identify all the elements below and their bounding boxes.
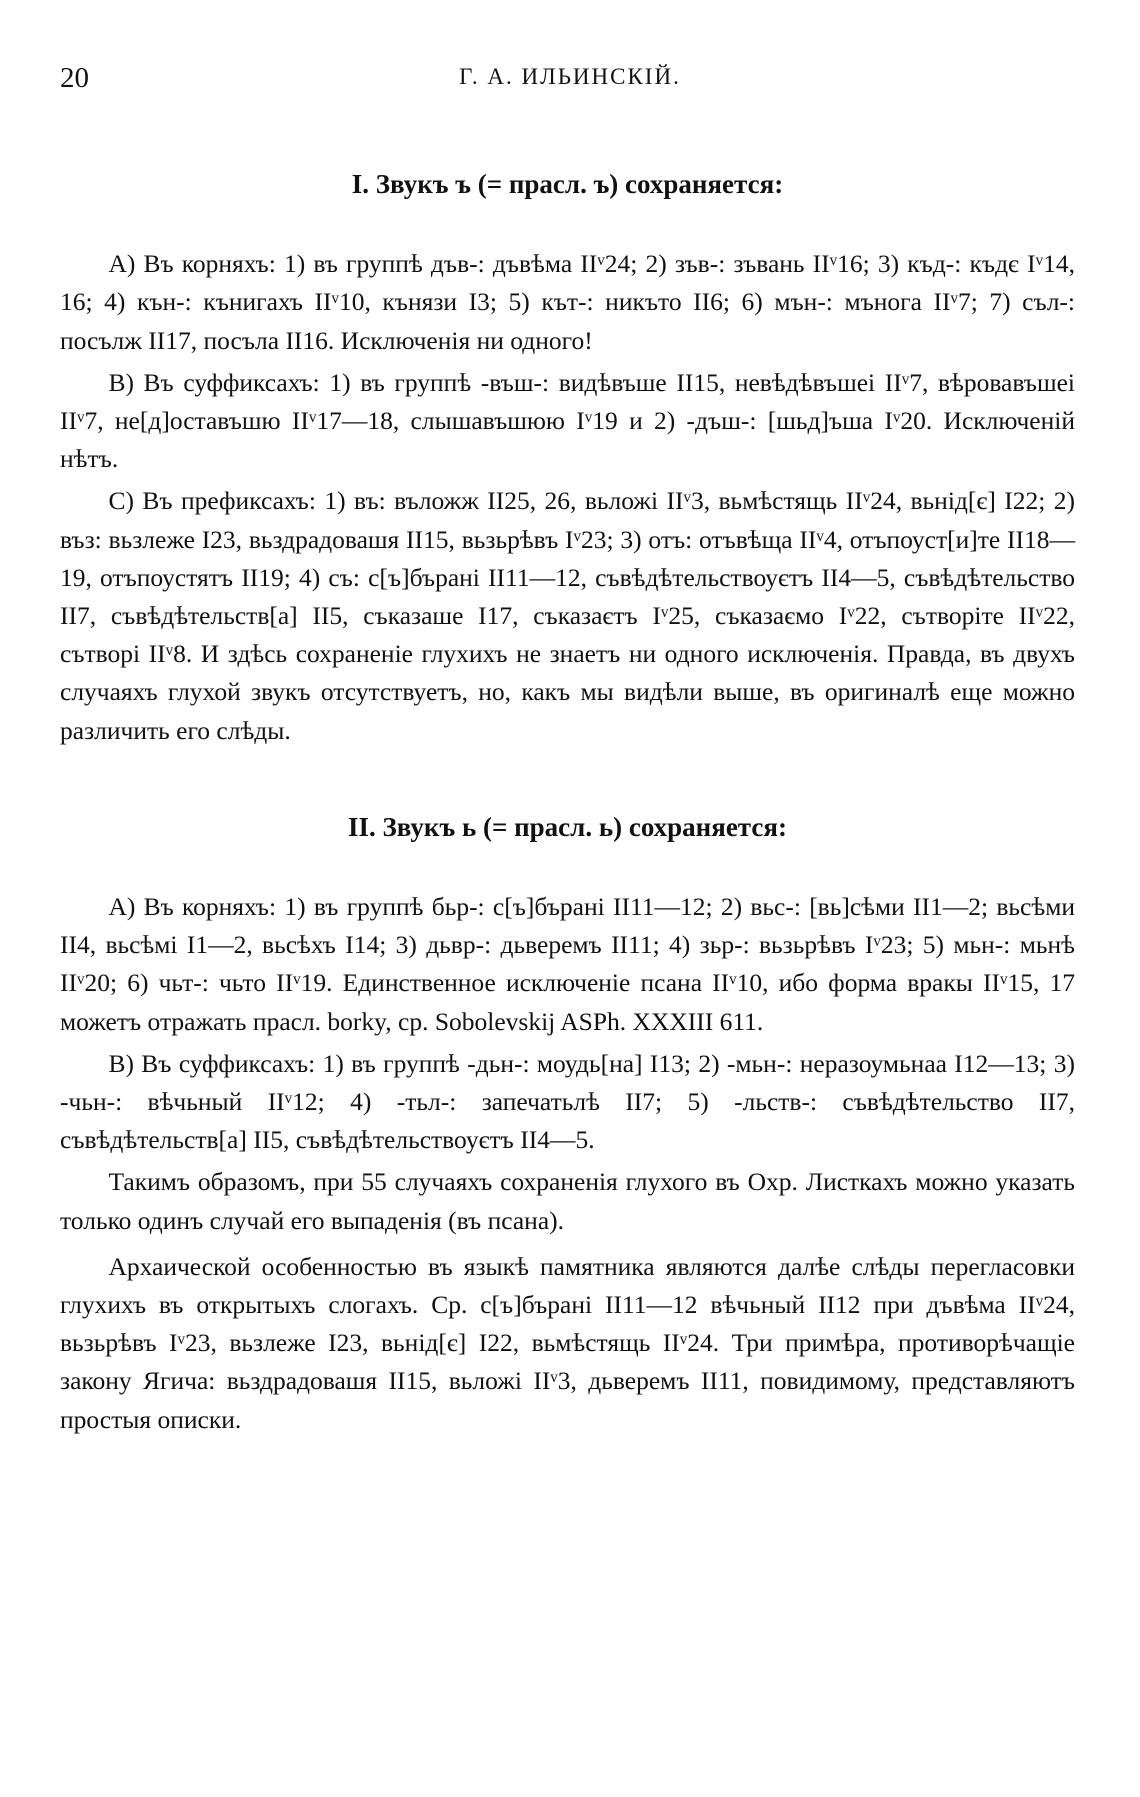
page-number: 20 [60, 62, 89, 94]
page-body [60, 165, 1075, 1443]
paragraph-archaic: Архаической особенностью въ языкѣ памятника являются далѣе слѣды перегласовки глухихъ въ открытыхъ слогахъ. Ср. с[ъ]бърані II11—12 вѣчьный II12 при дъвѣма IIᵛ24, вьзьрѣвъ Iᵛ23, вьзлеже I23, вьнід[є] I22, вьмѣстящь IIᵛ24. Три примѣра, противорѣчащіе закону Ягича: вьздрадовашя II15, вьложі IIᵛ3, дьверемъ II11, повидимому, представляютъ простыя описки. [60, 1251, 1075, 1434]
section-heading-2: II. Звукъ ь (= прасл. ь) сохраняется: [347, 811, 787, 842]
paragraph-1-suffixes: В) Въ суффиксахъ: 1) въ группѣ -въш-: видѣвъше II15, невѣдѣвъшеі IIᵛ7, вѣровавъшеі IIᵛ7, не[д]оставъшю IIᵛ17—18, слышавъшюю Iᵛ19 и 2) -дъш-: [шьд]ъша Iᵛ20. Исключеній нѣтъ. [60, 367, 1075, 474]
paragraph-summary: Такимъ образомъ, при 55 случаяхъ сохраненія глухого въ Охр. Листкахъ можно указать только одинъ случай его выпаденія (въ псана). [60, 1167, 1075, 1235]
paragraph-2-roots: А) Въ корняхъ: 1) въ группѣ бьр-: с[ъ]бърані II11—12; 2) вьс-: [вь]сѣми II1—2; вьсѣми II4, вьсѣмі I1—2, вьсѣхъ I14; 3) дьвр-: дьверемъ II11; 4) зьр-: вьзьрѣвъ Iᵛ23; 5) мьн-: мьнѣ IIᵛ20; 6) чьт-: чьто IIᵛ19. Единственное исключеніе псана IIᵛ10, ибо форма вракы IIᵛ15, 17 можетъ отражать прасл. borky, ср. Sobolevskij ASPh. XXXIII 611. [60, 892, 1075, 1036]
page-header [60, 62, 1080, 102]
paragraph-1-prefixes: С) Въ префиксахъ: 1) въ: въложж II25, 26, вьложі IIᵛ3, вьмѣстящь IIᵛ24, вьнід[є] I22; 2) въз: вьзлеже I23, вьздрадовашя II15, вьзьрѣвъ Iᵛ23; 3) отъ: отъвѣща IIᵛ4, отъпоуст[и]те II18—19, отъпоустятъ II19; 4) съ: с[ъ]бърані II11—12, съвѣдѣтельствоуєтъ II4—5, съвѣдѣтельство II7, съвѣдѣтельств[а] II5, съказаше I17, съказаєтъ Iᵛ25, съказаємо Iᵛ22, сътворіте IIᵛ22, сътворі IIᵛ8. И здѣсь сохраненіе глухихъ не знаетъ ни одного исключенія. Правда, въ двухъ случаяхъ глухой звукъ отсутствуетъ, но, какъ мы видѣли выше, въ оригиналѣ еще можно различить его слѣды. [60, 486, 1075, 745]
paragraph-1-roots: А) Въ корняхъ: 1) въ группѣ дъв-: дъвѣма IIᵛ24; 2) зъв-: зъвань IIᵛ16; 3) къд-: къдє Iᵛ14, 16; 4) кън-: кънигахъ IIᵛ10, кънязи I3; 5) кът-: никъто II6; 6) мън-: мънога IIᵛ7; 7) съл-: посълж II17, посъла II16. Исключенія ни одного! [60, 249, 1075, 355]
section-heading-1: I. Звукъ ъ (= прасл. ъ) сохраняется: [351, 169, 784, 199]
running-title: Г. А. ИЛЬИНСКІЙ. [459, 64, 681, 89]
paragraph-2-suffixes: В) Въ суффиксахъ: 1) въ группѣ -дьн-: моудь[на] I13; 2) -мьн-: неразоумьнаа I12—13; 3) -чьн-: вѣчьный IIᵛ12; 4) -тьл-: запечатьлѣ II7; 5) -льств-: съвѣдѣтельство II7, съвѣдѣтельств[а] II5, съвѣдѣтельствоуєтъ II4—5. [60, 1048, 1075, 1155]
